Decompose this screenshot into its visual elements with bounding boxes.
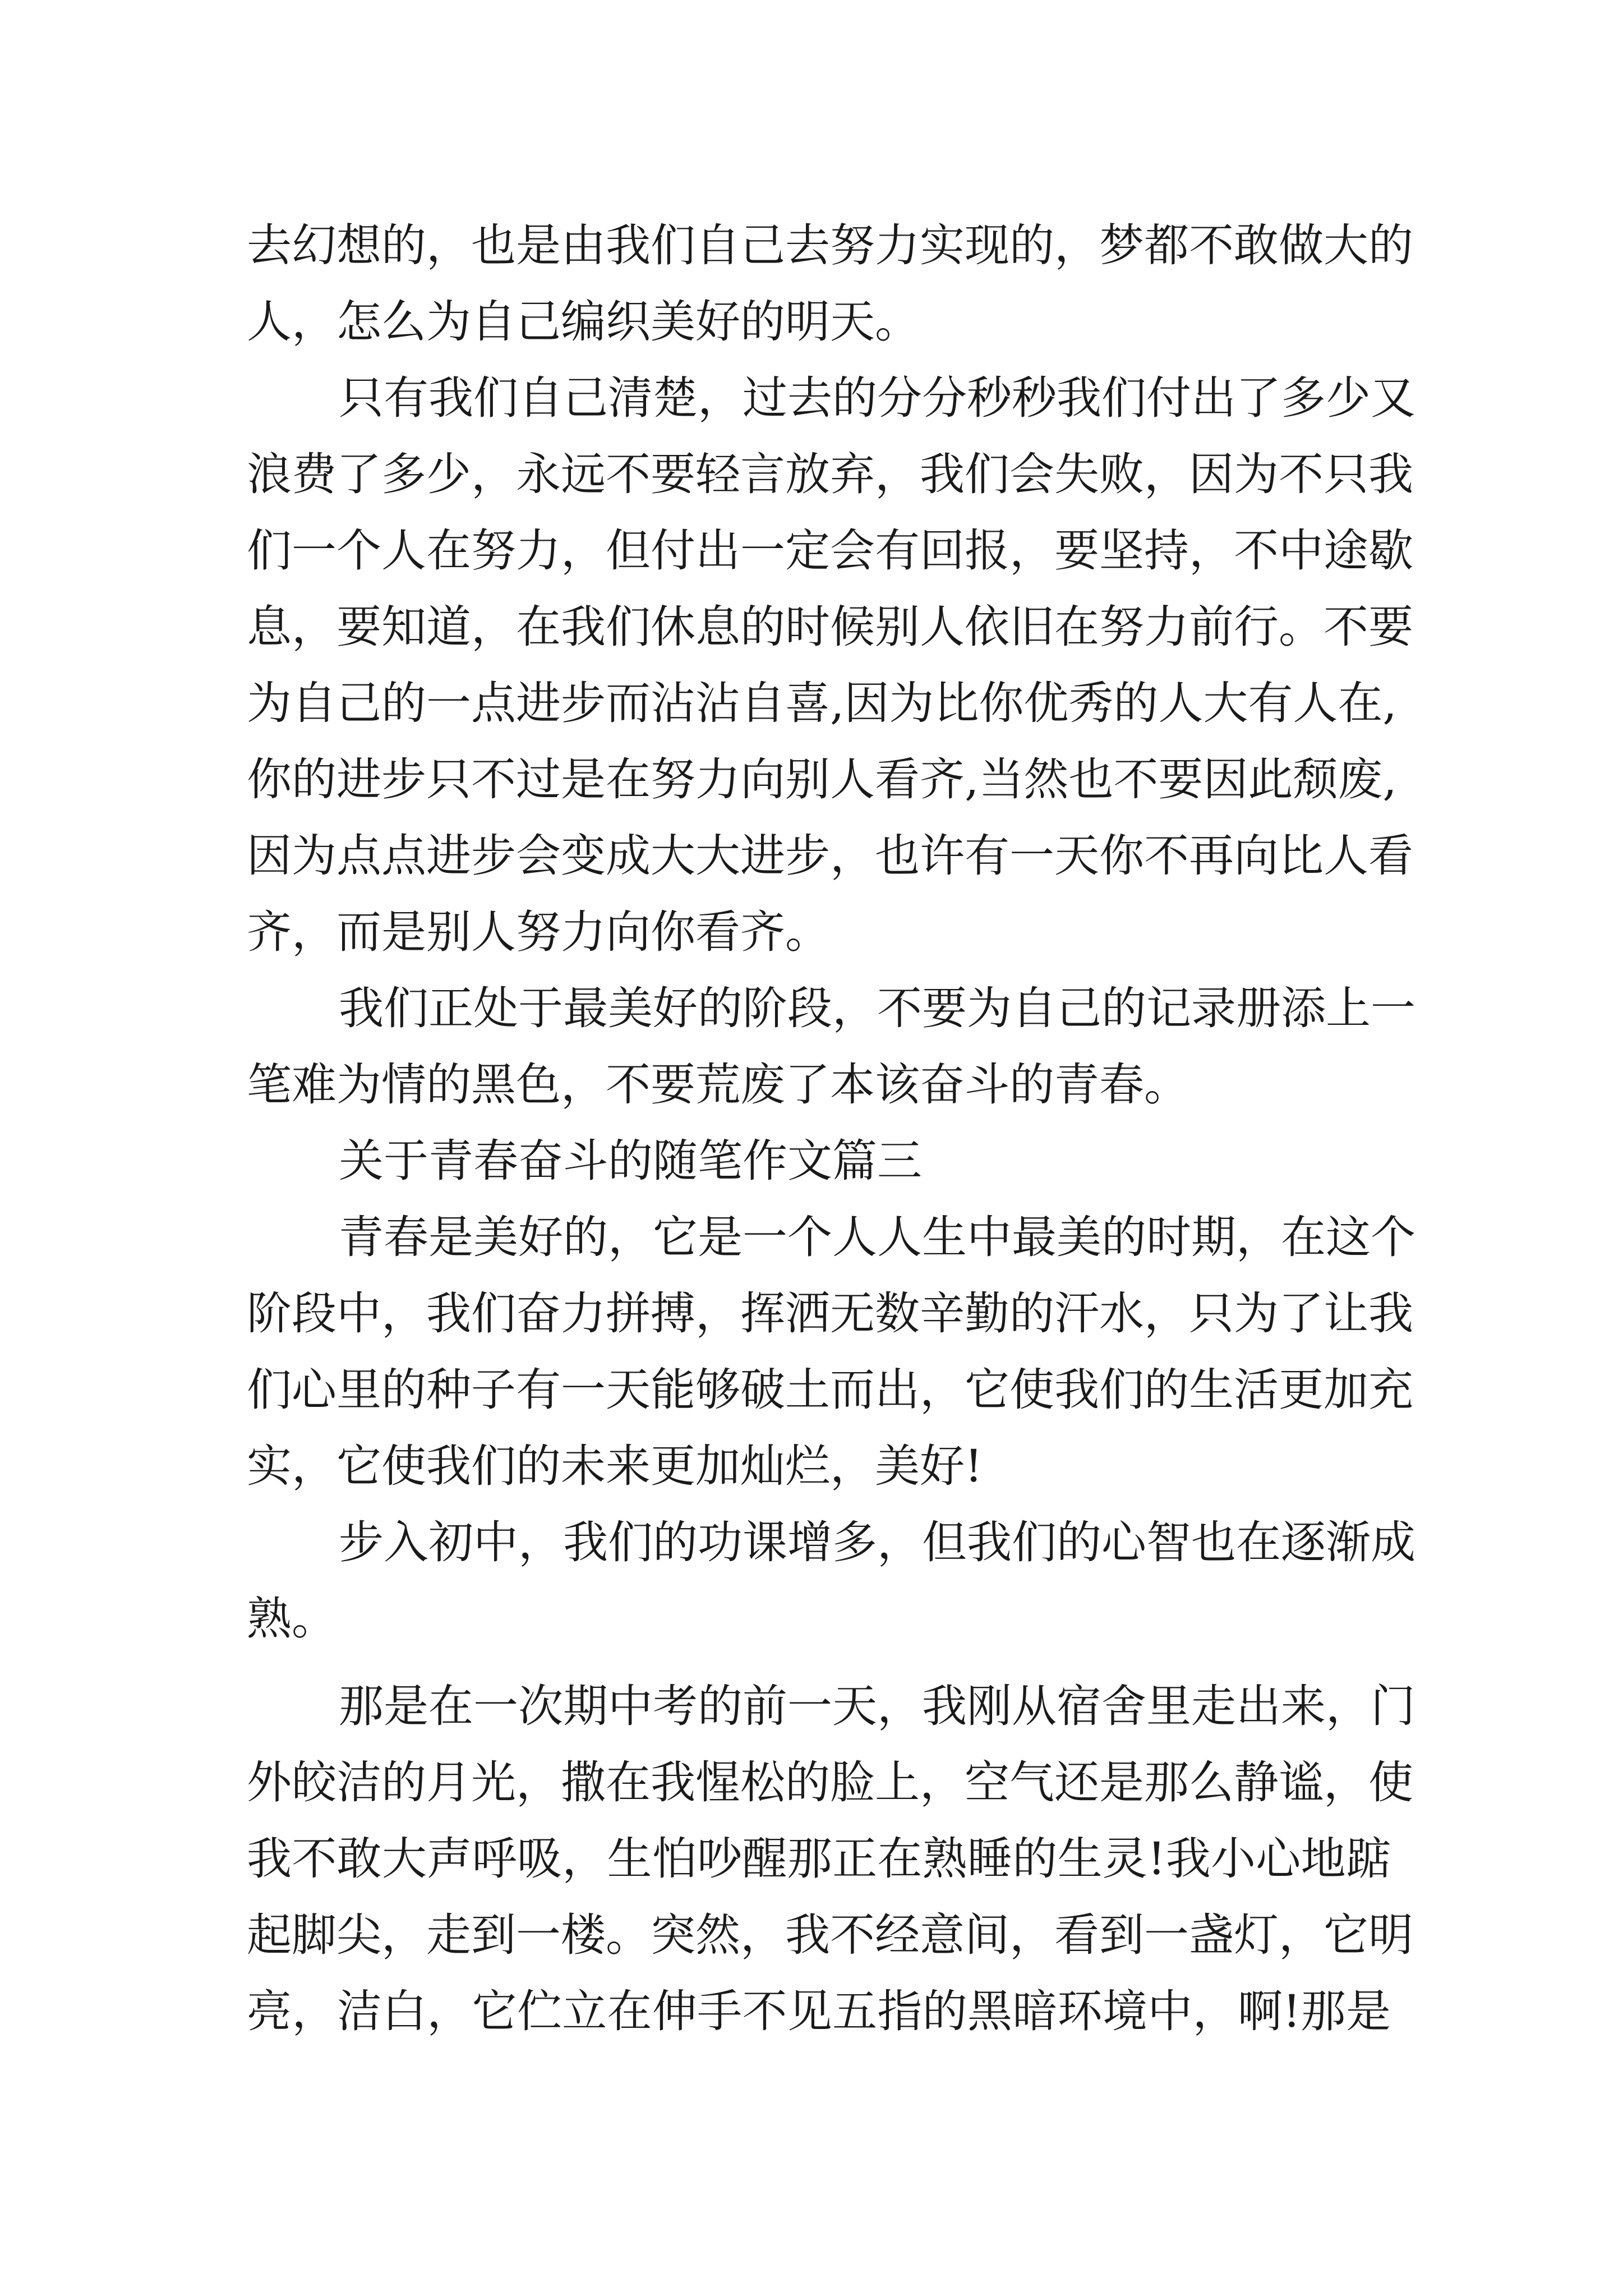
section-heading: 关于青春奋斗的随笔作文篇三	[339, 1135, 922, 1187]
text-line: 人，怎么为自己编织美好的明天。	[247, 296, 920, 348]
paragraph-start-line: 只有我们自己清楚，过去的分分秒秒我们付出了多少又	[339, 372, 1415, 424]
text-line: 熟。	[247, 1593, 336, 1645]
text-line: 我不敢大声呼吸，生怕吵醒那正在熟睡的生灵!我小心地踮	[247, 1833, 1391, 1885]
text-line: 息，要知道，在我们休息的时候别人依旧在努力前行。不要	[247, 601, 1413, 653]
text-line: 浪费了多少，永远不要轻言放弃，我们会失败，因为不只我	[247, 448, 1413, 500]
text-line: 阶段中，我们奋力拼搏，挥洒无数辛勤的汗水，只为了让我	[247, 1287, 1413, 1340]
paragraph-start-line: 我们正处于最美好的阶段，不要为自己的记录册添上一	[339, 982, 1415, 1034]
text-line: 为自己的一点进步而沾沾自喜,因为比你优秀的人大有人在,	[247, 677, 1397, 729]
text-line: 亮，洁白，它伫立在伸手不见五指的黑暗环境中，啊!那是	[247, 1985, 1391, 2037]
paragraph-start-line: 那是在一次期中考的前一天，我刚从宿舍里走出来，门	[339, 1680, 1415, 1732]
text-line: 因为点点进步会变成大大进步，也许有一天你不再向比人看	[247, 830, 1413, 882]
text-line: 齐，而是别人努力向你看齐。	[247, 906, 830, 958]
text-line: 们一个人在努力，但付出一定会有回报，要坚持，不中途歇	[247, 524, 1413, 577]
text-line: 外皎洁的月光，撒在我惺松的脸上，空气还是那么静谧，使	[247, 1756, 1413, 1809]
paragraph-start-line: 青春是美好的，它是一个人人生中最美的时期，在这个	[339, 1211, 1415, 1263]
text-line: 笔难为情的黑色，不要荒废了本该奋斗的青春。	[247, 1059, 1189, 1111]
text-line: 们心里的种子有一天能够破土而出，它使我们的生活更加充	[247, 1364, 1413, 1416]
text-line: 起脚尖，走到一楼。突然，我不经意间，看到一盏灯，它明	[247, 1909, 1413, 1961]
text-line: 去幻想的，也是由我们自己去努力实现的，梦都不敢做大的	[247, 219, 1413, 272]
text-line: 实，它使我们的未来更加灿烂，美好!	[247, 1440, 983, 1492]
text-line: 你的进步只不过是在努力向别人看齐,当然也不要因此颓废,	[247, 753, 1397, 806]
paragraph-start-line: 步入初中，我们的功课增多，但我们的心智也在逐渐成	[339, 1516, 1415, 1568]
